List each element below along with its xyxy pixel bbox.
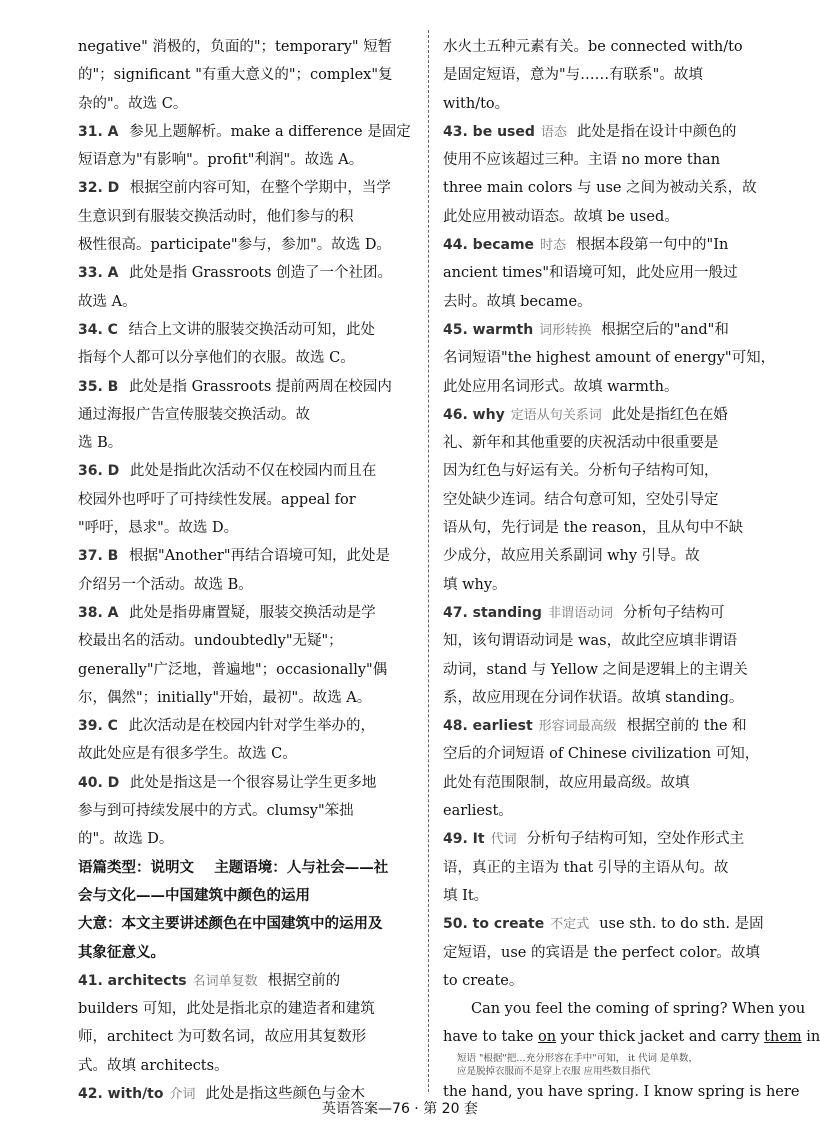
answer-31 — [78, 118, 420, 146]
answer-45 — [443, 316, 785, 344]
question-number: 37. B — [78, 548, 119, 565]
text-line: 水火土五种元素有关。be connected with/to — [443, 39, 743, 55]
text-line: 根据本段第一句中的"In — [576, 237, 729, 254]
text-line: builders 可知，此处是指北京的建造者和建筑 — [78, 1001, 375, 1018]
text-line: earliest。 — [443, 803, 513, 820]
text-line: 杂的"。故选 C。 — [78, 95, 188, 112]
passage-text: in — [801, 1029, 820, 1046]
text-line: 名词短语"the highest amount of energy"可知， — [443, 350, 776, 367]
text-line: "呼吁，恳求"。故选 D。 — [78, 520, 239, 537]
text-line: 分析句子结构可 — [622, 604, 725, 621]
text-line: 此处是指此次活动不仅在校园内而且在 — [129, 463, 377, 480]
text-line: 此处是指这是一个很容易让学生更多地 — [129, 774, 377, 791]
text-line: ancient times"和语境可知，此处应用一般过 — [443, 265, 738, 282]
text-line: 礼、新年和其他重要的庆祝活动中很重要是 — [443, 435, 719, 452]
right-column — [443, 0, 820, 1106]
text-line: 短语意为"有影响"。profit"利润"。故选 A。 — [78, 152, 364, 169]
question-number: 39. C — [78, 718, 118, 735]
text-line: negative" 消极的，负面的"；temporary" 短暂 — [78, 39, 393, 55]
text-line: 语，真正的主语为 that 引导的主语从句。故 — [443, 859, 729, 876]
text-line: 根据空前的 — [267, 972, 341, 989]
question-number: 50. to create — [443, 916, 545, 933]
text-line: 语从句，先行词是 the reason，且从句中不缺 — [443, 520, 744, 537]
answer-44 — [443, 231, 785, 259]
question-number: 46. why — [443, 406, 505, 423]
answer-43 — [443, 118, 785, 146]
text-line: 生意识到有服装交换活动时，他们参与的积 — [78, 208, 354, 225]
passage-type: 语篇类型：说明文 — [78, 858, 194, 876]
grammar-tag: 时态 — [540, 238, 567, 254]
text-line: 空处缺少连词。结合句意可知，空处引导定 — [443, 491, 719, 508]
text-line: 此处是指 Grassroots 创造了一个社团。 — [129, 265, 393, 282]
question-number: 44. became — [443, 237, 535, 254]
text-line: 极性很高。participate"参与，参加"。故选 D。 — [78, 237, 391, 254]
question-number: 42. with/to — [78, 1085, 164, 1102]
text-line: 此处是指这些颜色与金木 — [205, 1085, 366, 1102]
text-line: 系，故应用现在分词作状语。故填 standing。 — [443, 689, 744, 706]
answer-32 — [78, 174, 420, 202]
text-line: generally"广泛地，普遍地"；occasionally"偶 — [78, 661, 388, 678]
text-line: 去时。故填 became。 — [443, 293, 592, 310]
handwritten-note: 短语 "根据"把…充分形容在手中"可知， it 代词 是单数， — [457, 1052, 699, 1064]
column-divider — [428, 30, 429, 1092]
question-number: 41. architects — [78, 972, 187, 989]
passage-line — [443, 1023, 820, 1051]
answer-34 — [78, 316, 420, 344]
answer-39 — [78, 712, 420, 740]
question-number: 48. earliest — [443, 718, 533, 735]
question-number: 43. be used — [443, 123, 535, 140]
text-line: 空后的介词短语 of Chinese civilization 可知， — [443, 746, 760, 763]
text-line: 尔，偶然"；initially"开始，最初"。故选 A。 — [78, 689, 372, 706]
question-number: 33. A — [78, 265, 119, 282]
text-line: 根据空后的"and"和 — [601, 321, 729, 338]
grammar-tag: 语态 — [540, 124, 567, 140]
text-line: to create。 — [443, 972, 524, 989]
text-line: 少成分，故应用关系副词 why 引导。故 — [443, 548, 700, 565]
text-line: 此处是指在设计中颜色的 — [576, 123, 737, 140]
left-column — [78, 0, 420, 1108]
text-line: 根据空前内容可知，在整个学期中，当学 — [129, 180, 391, 197]
passage-line: the hand, you have spring. I know spring is here — [443, 1083, 800, 1100]
text-line: 此处应用被动语态。故填 be used。 — [443, 208, 679, 225]
text-line: 师，architect 为可数名词，故应用其复数形 — [78, 1029, 367, 1046]
question-number: 35. B — [78, 378, 119, 395]
question-number: 49. It — [443, 831, 485, 848]
question-number: 31. A — [78, 123, 119, 140]
answer-35 — [78, 373, 420, 401]
answer-48 — [443, 712, 785, 740]
text-line: 此处有范围限制，故应用最高级。故填 — [443, 774, 690, 791]
text-line: 填 why。 — [443, 576, 507, 593]
answer-40 — [78, 769, 420, 797]
text-line: 定短语，use 的宾语是 the perfect color。故填 — [443, 944, 760, 961]
text-line: 此处是指 Grassroots 提前两周在校园内 — [128, 378, 392, 395]
text-line: 通过海报广告宣传服装交换活动。故 — [78, 406, 310, 423]
question-number: 36. D — [78, 463, 120, 480]
text-line: 参见上题解析。make a difference 是固定 — [129, 123, 411, 140]
text-line: 此处应用名词形式。故填 warmth。 — [443, 378, 679, 395]
question-number: 47. standing — [443, 604, 542, 621]
grammar-tag: 代词 — [490, 832, 517, 848]
text-line: with/to。 — [443, 95, 510, 112]
question-number: 45. warmth — [443, 321, 534, 338]
text-line: 此次活动是在校园内针对学生举办的， — [128, 718, 376, 735]
text-line: 参与到可持续发展中的方式。clumsy"笨拙 — [78, 803, 354, 820]
answer-50 — [443, 910, 785, 938]
passage-theme: 主题语境：人与社会——社 — [214, 858, 389, 876]
grammar-tag: 词形转换 — [539, 322, 592, 338]
passage-type-line — [78, 854, 420, 882]
text-line: 校最出名的活动。undoubtedly"无疑"； — [78, 633, 343, 650]
question-number: 40. D — [78, 774, 120, 791]
text-line: 填 It。 — [443, 887, 489, 904]
answer-33 — [78, 259, 420, 287]
passage-line: Can you feel the coming of spring? When you — [471, 1001, 806, 1018]
answer-36 — [78, 457, 420, 485]
question-number: 34. C — [78, 321, 118, 338]
text-line: 介绍另一个活动。故选 B。 — [78, 576, 253, 593]
answer-49 — [443, 825, 785, 853]
text-line: 因为红色与好运有关。分析句子结构可知， — [443, 463, 719, 480]
underlined-word: them — [764, 1029, 802, 1046]
grammar-tag: 名词单复数 — [192, 973, 258, 989]
question-number: 38. A — [78, 604, 119, 621]
text-line: 指每个人都可以分享他们的衣服。故选 C。 — [78, 350, 355, 367]
answer-47 — [443, 599, 785, 627]
text-line: 式。故填 architects。 — [78, 1057, 229, 1074]
text-line: 分析句子结构可知，空处作形式主 — [526, 831, 745, 848]
text-line: 此处是指红色在婚 — [611, 406, 728, 423]
text-line: 此处是指毋庸置疑，服装交换活动是学 — [129, 604, 376, 621]
text-line: 的"。故选 D。 — [78, 831, 174, 848]
text-line: 选 B。 — [78, 435, 123, 452]
text-line: 使用不应该超过三种。主语 no more than — [443, 152, 721, 169]
text-line: three main colors 与 use 之间为被动关系，故 — [443, 180, 757, 197]
text-line: 动词，stand 与 Yellow 之间是逻辑上的主谓关 — [443, 661, 748, 678]
grammar-tag: 非谓语动词 — [547, 605, 613, 621]
text-line: 故此处应是有很多学生。故选 C。 — [78, 746, 297, 763]
text-line: 根据空前的 the 和 — [626, 718, 747, 735]
page-footer: 英语答案—76 · 第 20 套 — [322, 1101, 478, 1117]
text-line: use sth. to do sth. 是固 — [599, 916, 764, 933]
grammar-tag: 不定式 — [550, 917, 590, 933]
passage-theme-cont: 会与文化——中国建筑中颜色的运用 — [78, 886, 310, 904]
summary-line: 其象征意义。 — [78, 943, 165, 961]
passage-text: your thick jacket and carry — [556, 1029, 765, 1046]
grammar-tag: 定语从句关系词 — [510, 407, 602, 423]
text-line: 的"；significant "有重大意义的"；complex"复 — [78, 67, 393, 84]
text-line: 结合上文讲的服装交换活动可知，此处 — [128, 321, 376, 338]
text-line: 知，该句谓语动词是 was，故此空应填非谓语 — [443, 633, 738, 650]
summary-line: 大意：本文主要讲述颜色在中国建筑中的运用及 — [78, 915, 383, 933]
answer-37 — [78, 542, 420, 570]
grammar-tag: 形容词最高级 — [538, 719, 617, 735]
text-line: 根据"Another"再结合语境可知，此处是 — [128, 548, 391, 565]
answer-46 — [443, 401, 785, 429]
underlined-word: on — [537, 1029, 557, 1046]
text-line: 故选 A。 — [78, 293, 137, 310]
grammar-tag: 介词 — [169, 1086, 196, 1102]
text-line: 校园外也呼吁了可持续性发展。appeal for — [78, 491, 356, 508]
text-line: 是固定短语，意为"与……有联系"。故填 — [443, 67, 703, 84]
question-number: 32. D — [78, 180, 120, 197]
answer-41 — [78, 967, 420, 995]
passage-text: have to take — [443, 1029, 538, 1046]
answer-38 — [78, 599, 420, 627]
handwritten-note: 应是脱掉衣服而不是穿上衣服 应用些数目指代 — [457, 1065, 651, 1077]
